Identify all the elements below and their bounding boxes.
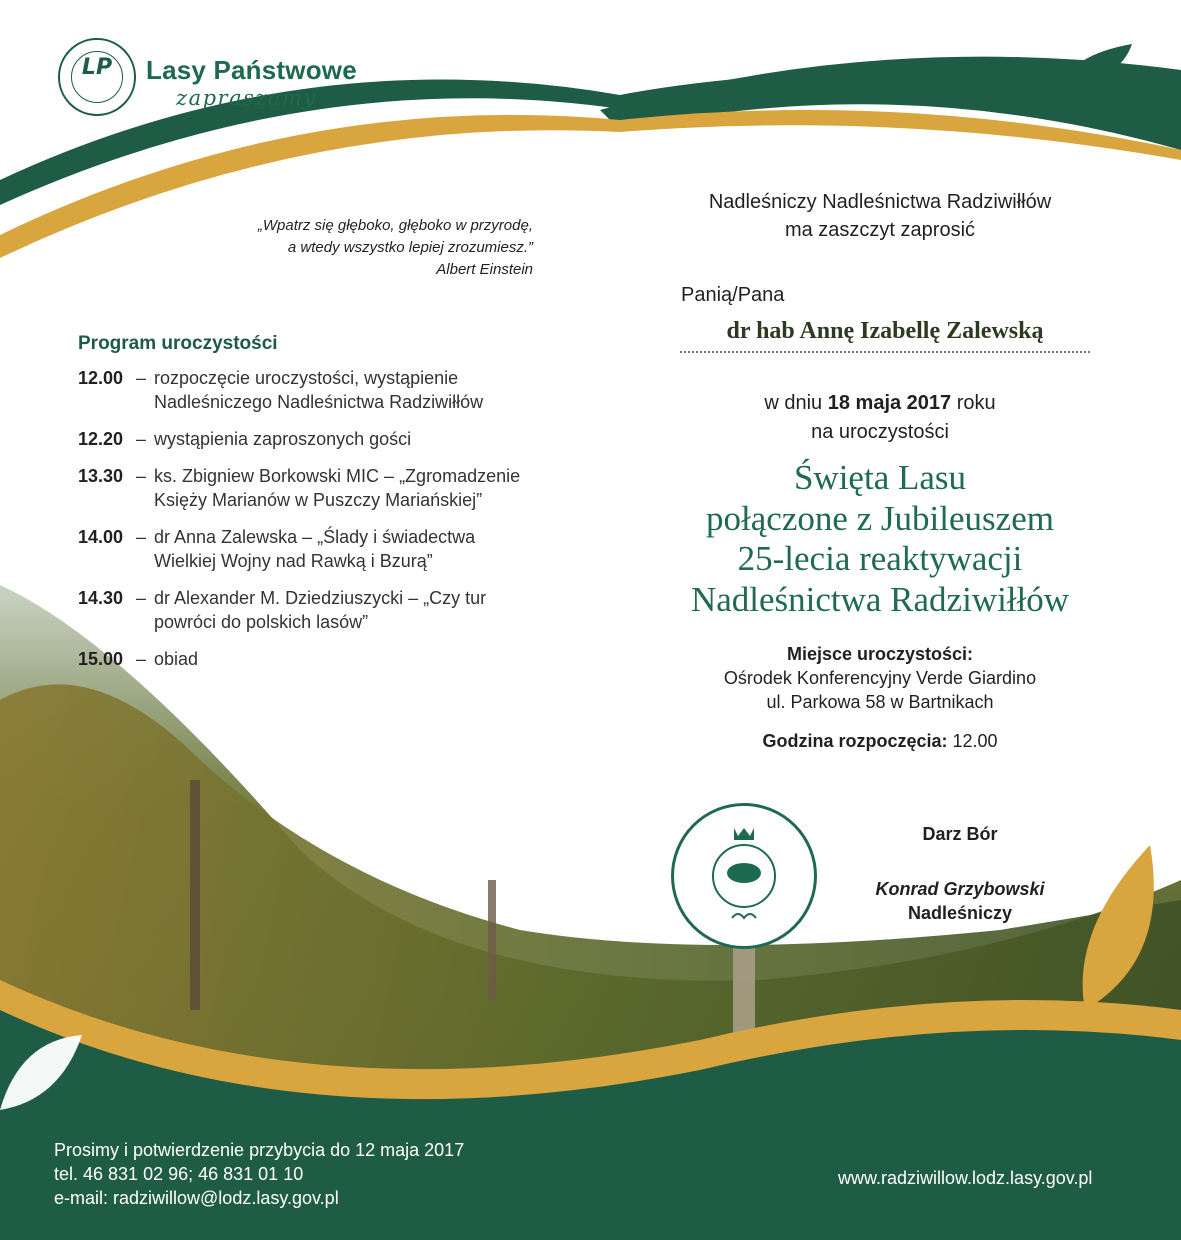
website-link[interactable]: www.radziwillow.lodz.lasy.gov.pl xyxy=(838,1168,1093,1188)
brand-subtitle: zapraszamy xyxy=(176,86,317,110)
program-description xyxy=(152,427,548,451)
program-dash: – xyxy=(136,527,147,547)
program-line: wystąpienia zaproszonych gości xyxy=(154,429,412,449)
signature-block xyxy=(860,822,1060,925)
start-label: Godzina rozpoczęcia: xyxy=(762,731,948,751)
program-description xyxy=(152,366,548,414)
venue-address: ul. Parkowa 58 w Bartnikach xyxy=(766,692,994,712)
radziwillow-seal xyxy=(671,803,817,949)
program-time: 15.00 xyxy=(78,649,124,669)
signer-name: Konrad Grzybowski xyxy=(875,879,1045,899)
program-time: 14.00 xyxy=(78,527,124,547)
date-prefix: w dniu xyxy=(764,392,828,414)
program-description xyxy=(152,647,548,671)
program-line: ks. Zbigniew Borkowski MIC – „Zgromadzenie xyxy=(154,466,521,486)
phone-line[interactable]: tel. 46 831 02 96; 46 831 01 10 xyxy=(54,1164,304,1184)
start-time-line xyxy=(660,731,1100,752)
lasy-panstwowe-logo xyxy=(58,38,136,116)
program-time: 12.20 xyxy=(78,429,124,449)
logo-monogram: LP xyxy=(81,55,113,80)
tree-trunk xyxy=(190,780,200,1010)
program-time: 14.30 xyxy=(78,588,124,608)
salutation: Panią/Pana xyxy=(681,284,785,306)
start-time: 12.00 xyxy=(947,731,998,751)
event-line-4: Nadleśnictwa Radziwiłłów xyxy=(690,579,1070,619)
program-dash: – xyxy=(136,588,147,608)
inviter-block xyxy=(630,188,1130,244)
program-item xyxy=(78,464,548,512)
program-item xyxy=(78,586,548,634)
program-time: 13.30 xyxy=(78,466,124,486)
program-line: Nadleśniczego Nadleśnictwa Radziwiłłów xyxy=(154,392,484,412)
program-description xyxy=(152,525,548,573)
inviter-line-1: Nadleśniczy Nadleśnictwa Radziwiłłów xyxy=(708,191,1052,213)
bison-icon xyxy=(727,863,761,883)
guest-name: dr hab Annę Izabellę Zalewską xyxy=(680,318,1090,353)
venue-name: Ośrodek Konferencyjny Verde Giardino xyxy=(723,668,1037,688)
occasion-intro: na uroczystości xyxy=(811,421,949,443)
quote-line-2: a wtedy wszystko lepiej zrozumiesz.” xyxy=(287,239,533,256)
program-line: rozpoczęcie uroczystości, wystąpienie xyxy=(154,368,459,388)
event-line-1: Święta Lasu xyxy=(793,458,967,497)
program-item xyxy=(78,525,548,573)
crown-icon xyxy=(734,828,754,840)
signature-spacer xyxy=(860,846,1060,877)
signer-role: Nadleśniczy xyxy=(907,903,1013,923)
tree-trunk xyxy=(488,880,496,1000)
event-date: 18 maja 2017 xyxy=(827,392,952,414)
program-description xyxy=(152,464,548,512)
program-line: dr Anna Zalewska – „Ślady i świadectwa xyxy=(154,527,476,547)
program-dash: – xyxy=(136,429,147,449)
event-line-3: 25-lecia reaktywacji xyxy=(737,539,1023,578)
event-line-2: połączone z Jubileuszem xyxy=(706,498,1054,538)
program-list xyxy=(78,366,548,684)
date-block xyxy=(630,389,1130,447)
venue-block xyxy=(660,642,1100,714)
program-item xyxy=(78,647,548,671)
brand-title: Lasy Państwowe xyxy=(146,55,357,85)
email-line[interactable]: e-mail: radziwillow@lodz.lasy.gov.pl xyxy=(54,1188,339,1208)
event-title xyxy=(620,458,1140,620)
program-description xyxy=(152,586,548,634)
program-line: Księży Marianów w Puszczy Mariańskiej” xyxy=(154,490,483,510)
quote-line-1: „Wpatrz się głęboko, głęboko w przyrodę, xyxy=(257,217,533,234)
program-time: 12.00 xyxy=(78,368,124,388)
program-item xyxy=(78,366,548,414)
program-line: powróci do polskich lasów” xyxy=(154,612,369,632)
quote-author: Albert Einstein xyxy=(436,261,533,278)
venue-label: Miejsce uroczystości: xyxy=(786,644,974,664)
rsvp-line: Prosimy i potwierdzenie przybycia do 12 maja 2017 xyxy=(54,1140,465,1160)
leaf-ornament-icon xyxy=(732,914,756,918)
date-suffix: roku xyxy=(951,392,996,414)
program-title: Program uroczystości xyxy=(78,333,278,354)
greeting: Darz Bór xyxy=(922,824,998,844)
inviter-line-2: ma zaszczyt zaprosić xyxy=(784,219,976,241)
einstein-quote xyxy=(258,215,533,281)
date-line xyxy=(630,389,1130,418)
program-line: dr Alexander M. Dziedziuszycki – „Czy tur xyxy=(154,588,487,608)
seal-artwork xyxy=(674,806,814,946)
program-item xyxy=(78,427,548,451)
program-dash: – xyxy=(136,649,147,669)
program-dash: – xyxy=(136,368,147,388)
footer-contact xyxy=(54,1138,464,1210)
program-line: obiad xyxy=(154,649,199,669)
program-dash: – xyxy=(136,466,147,486)
program-line: Wielkiej Wojny nad Rawką i Bzurą” xyxy=(154,551,433,571)
